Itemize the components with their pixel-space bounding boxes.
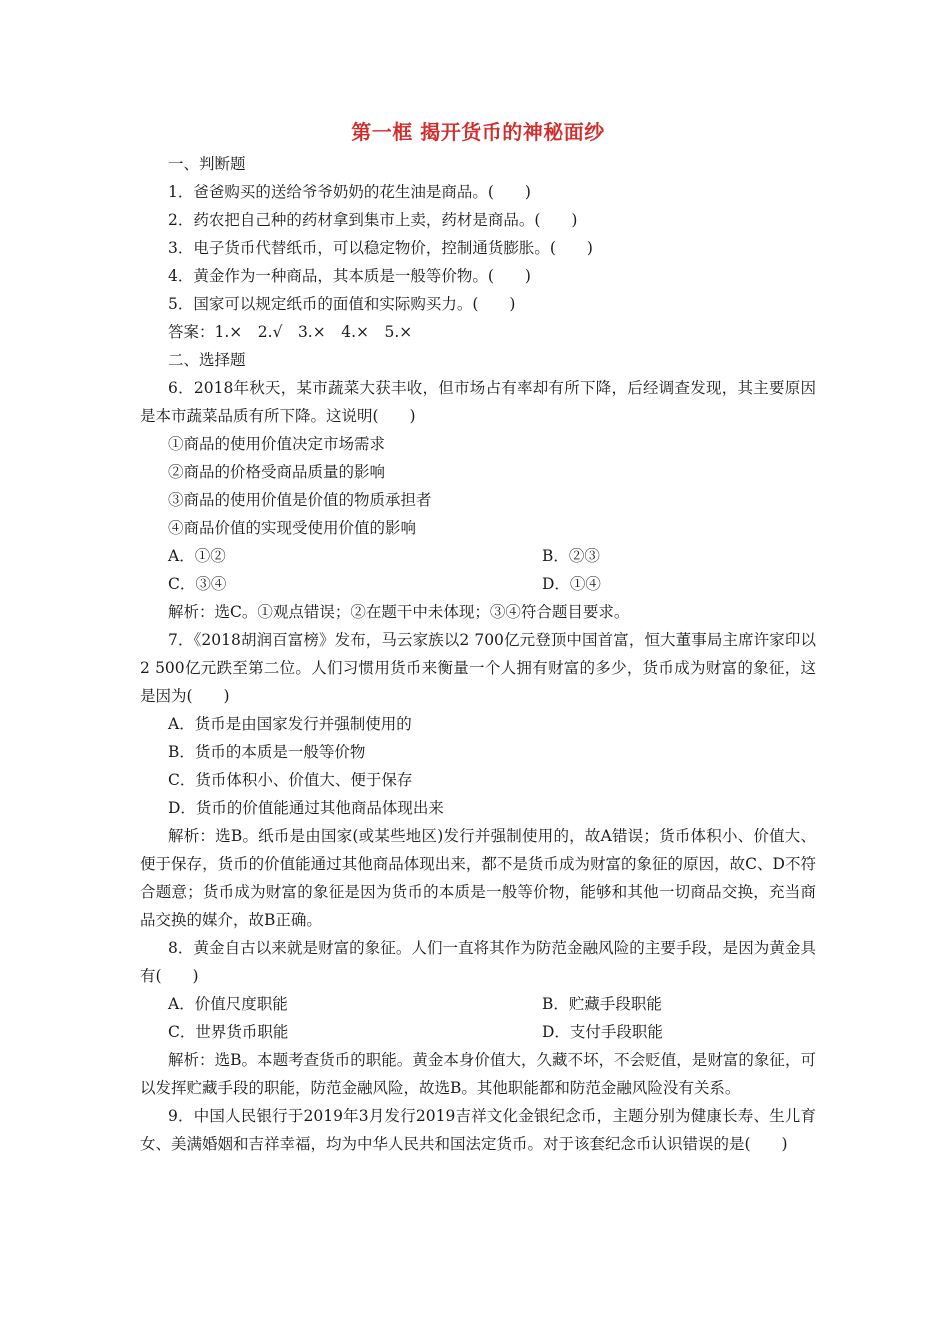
- q6-statement-4: ④商品价值的实现受使用价值的影响: [168, 519, 417, 537]
- q8-analysis: 解析：选B。本题考查货币的职能。黄金本身价值大，久藏不坏，不会贬值，是财富的象征，可以发挥贮藏手段的职能，防范金融风险，故选B。其他职能都和防范金融风险没有关系。: [140, 1051, 816, 1097]
- question-8-stem: 8．黄金自古以来就是财富的象征。人们一直将其作为防范金融风险的主要手段，是因为黄金具有( ): [140, 939, 816, 985]
- page-title: 第一框 揭开货币的神秘面纱: [351, 120, 605, 144]
- q8-options-row-2: [140, 1018, 816, 1046]
- judgment-item-2: 2．药农把自己种的药材拿到集市上卖，药材是商品。( ): [168, 211, 578, 229]
- judgment-item-3: 3．电子货币代替纸币，可以稳定物价，控制通货膨胀。( ): [168, 239, 593, 257]
- q7-option-c: C．货币体积小、价值大、便于保存: [168, 771, 413, 789]
- q8-option-c: C．世界货币职能: [168, 1023, 289, 1041]
- q8-options-row-1: [140, 990, 816, 1018]
- question-7-stem: 7．《2018胡润百富榜》发布，马云家族以2 700亿元登顶中国首富，恒大董事局主席许家印以2 500亿元跌至第二位。人们习惯用货币来衡量一个人拥有财富的多少，货币成为财富的象征，这是因为( ): [140, 631, 816, 705]
- q6-option-d: D．①④: [542, 575, 601, 593]
- judgment-answer: 答案：1.× 2.√ 3.× 4.× 5.×: [168, 323, 413, 341]
- q6-options-row-2: [140, 570, 816, 598]
- document-page: [140, 118, 816, 1158]
- q8-option-b: B．贮藏手段职能: [542, 995, 662, 1013]
- q7-analysis: 解析：选B。纸币是由国家(或某些地区)发行并强制使用的，故A错误；货币体积小、价值大、便于保存，货币的价值能通过其他商品体现出来，都不是货币成为财富的象征的原因，故C、D不符合题意；货币成为财富的象征是因为货币的本质是一般等价物，能够和其他一切商品交换，充当商品交换的媒介，故B正确。: [140, 827, 816, 929]
- q6-statement-3: ③商品的使用价值是价值的物质承担者: [168, 491, 432, 509]
- q6-option-c: C．③④: [168, 575, 227, 593]
- question-6-stem: 6．2018年秋天，某市蔬菜大获丰收，但市场占有率却有所下降，后经调查发现，其主要原因是本市蔬菜品质有所下降。这说明( ): [140, 379, 816, 425]
- q6-option-a: A．①②: [168, 547, 226, 565]
- q6-option-b: B．②③: [542, 547, 600, 565]
- q6-analysis: 解析：选C。①观点错误；②在题干中未体现；③④符合题目要求。: [168, 603, 630, 621]
- judgment-item-4: 4．黄金作为一种商品，其本质是一般等价物。( ): [168, 267, 531, 285]
- q6-options-row-1: [140, 542, 816, 570]
- q7-option-a: A．货币是由国家发行并强制使用的: [168, 715, 412, 733]
- q7-option-b: B．货币的本质是一般等价物: [168, 743, 366, 761]
- q8-option-d: D．支付手段职能: [542, 1023, 663, 1041]
- q6-statement-2: ②商品的价格受商品质量的影响: [168, 463, 386, 481]
- section-heading-judgment: 一、判断题: [168, 155, 246, 173]
- question-9-stem: 9．中国人民银行于2019年3月发行2019吉祥文化金银纪念币，主题分别为健康长寿、生儿育女、美满婚姻和吉祥幸福，均为中华人民共和国法定货币。对于该套纪念币认识错误的是( ): [140, 1107, 816, 1153]
- section-heading-choice: 二、选择题: [168, 351, 246, 369]
- judgment-item-1: 1．爸爸购买的送给爷爷奶奶的花生油是商品。( ): [168, 183, 531, 201]
- q6-statement-1: ①商品的使用价值决定市场需求: [168, 435, 386, 453]
- q8-option-a: A．价值尺度职能: [168, 995, 288, 1013]
- judgment-item-5: 5．国家可以规定纸币的面值和实际购买力。( ): [168, 295, 516, 313]
- q7-option-d: D．货币的价值能通过其他商品体现出来: [168, 799, 444, 817]
